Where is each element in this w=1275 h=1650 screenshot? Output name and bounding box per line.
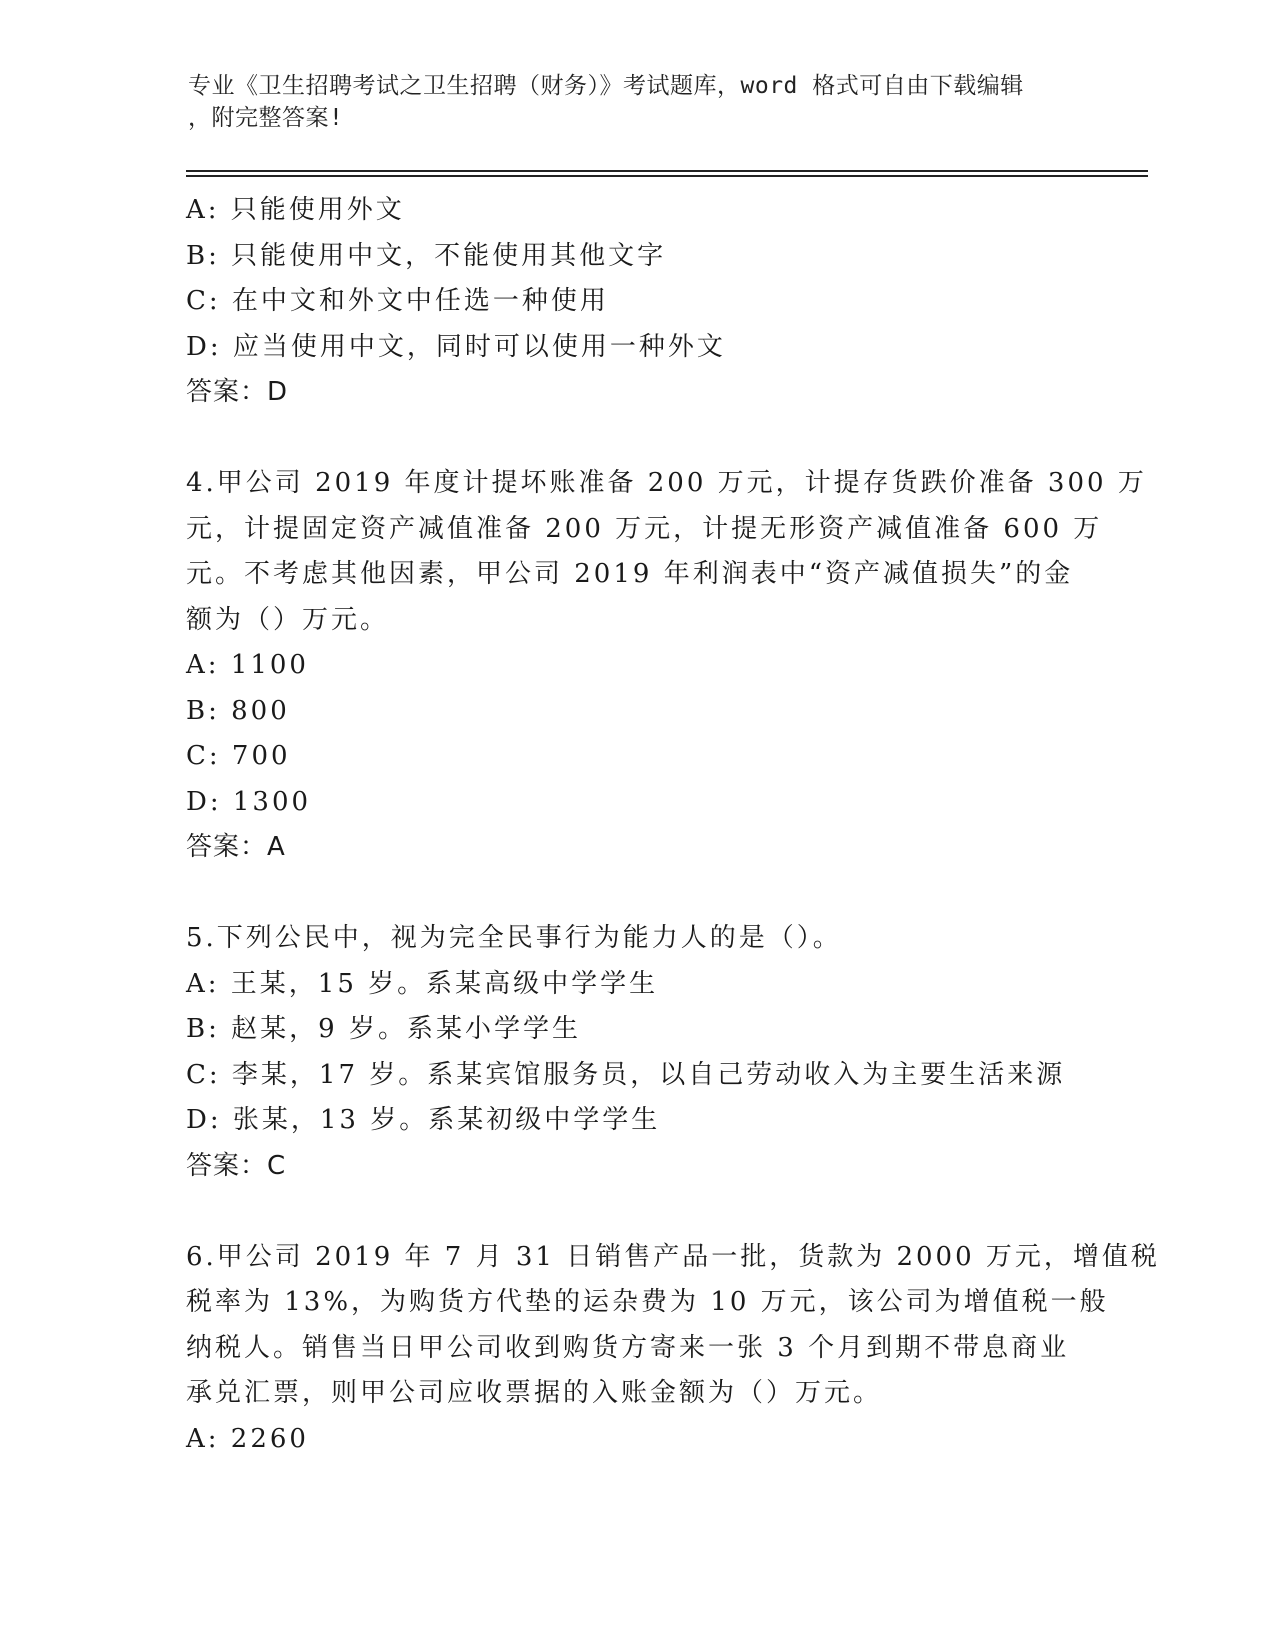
page-header <box>188 70 1068 134</box>
question-stem-line: 6.甲公司 2019 年 7 月 31 日销售产品一批，货款为 2000 万元，增值税 <box>186 1241 1160 1272</box>
header-rule-top <box>186 170 1148 172</box>
question-stem-line: 4.甲公司 2019 年度计提坏账准备 200 万元，计提存货跌价准备 300 万 <box>186 468 1147 498</box>
spacer <box>186 416 1086 462</box>
option-a: A: 王某，15 岁。系某高级中学学生 <box>186 968 659 999</box>
answer: 答案：C <box>186 1150 287 1181</box>
question-stem-line: 元。不考虑其他因素，甲公司 2019 年利润表中“资产减值损失”的金 <box>186 559 1074 589</box>
question-stem-line: 元，计提固定资产减值准备 200 万元，计提无形资产减值准备 600 万 <box>186 513 1103 544</box>
option-c: C: 在中文和外文中任选一种使用 <box>186 286 609 316</box>
question-content <box>186 188 1160 1462</box>
question-3 <box>186 188 1086 416</box>
option-d: D: 张某，13 岁。系某初级中学学生 <box>186 1105 661 1135</box>
question-stem-line: 5.下列公民中，视为完全民事行为能力人的是（）。 <box>186 923 842 953</box>
option-b: B: 赵某，9 岁。系某小学学生 <box>186 1014 581 1044</box>
question-stem-line: 税率为 13%，为购货方代垫的运杂费为 10 万元，该公司为增值税一般 <box>186 1287 1109 1317</box>
spacer <box>186 1189 1086 1235</box>
header-rule-bottom <box>186 175 1148 177</box>
answer: 答案：D <box>186 377 289 407</box>
option-b: B: 只能使用中文，不能使用其他文字 <box>186 240 667 271</box>
option-a: A: 2260 <box>186 1423 309 1454</box>
option-d: D: 1300 <box>186 786 312 817</box>
option-a: A: 1100 <box>186 650 309 680</box>
option-a: A: 只能使用外文 <box>186 195 405 225</box>
option-c: C: 700 <box>186 741 291 771</box>
question-6 <box>186 1235 1160 1463</box>
question-5 <box>186 916 1086 1189</box>
option-d: D: 应当使用中文，同时可以使用一种外文 <box>186 331 726 362</box>
header-line-2: ，附完整答案! <box>188 105 344 131</box>
question-stem-line: 承兑汇票，则甲公司应收票据的入账金额为（）万元。 <box>186 1378 883 1408</box>
spacer <box>186 871 1086 917</box>
question-stem-line: 纳税人。销售当日甲公司收到购货方寄来一张 3 个月到期不带息商业 <box>186 1332 1070 1363</box>
question-4 <box>186 461 1147 871</box>
option-b: B: 800 <box>186 695 290 726</box>
answer: 答案：A <box>186 832 286 862</box>
header-line-1: 专业《卫生招聘考试之卫生招聘（财务）》考试题库，word 格式可自由下载编辑 <box>188 73 1024 99</box>
question-stem-line: 额为（）万元。 <box>186 604 390 635</box>
option-c: C: 李某，17 岁。系某宾馆服务员，以自己劳动收入为主要生活来源 <box>186 1059 1066 1090</box>
